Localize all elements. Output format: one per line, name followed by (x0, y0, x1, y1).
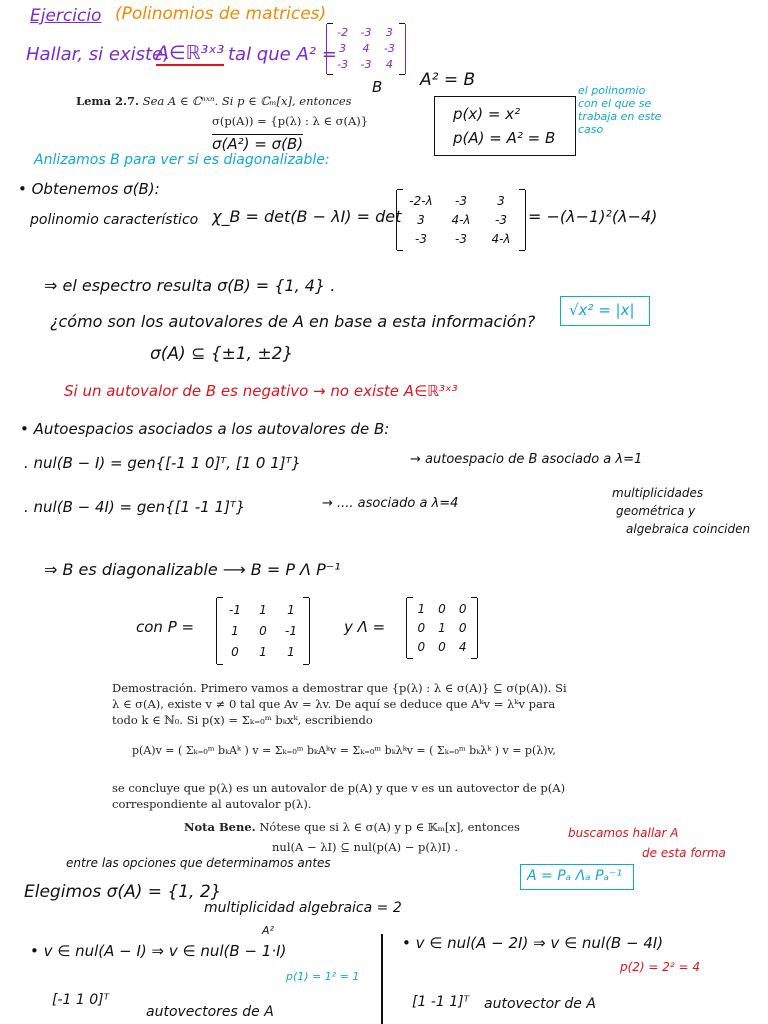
poly-box (434, 96, 576, 156)
espectro-text: ⇒ el espectro resulta σ(B) = {1, 4} . (44, 276, 336, 295)
mP-cell: 0 (231, 645, 239, 659)
autoespacios-text: • Autoespacios asociados a los autovalores de B: (20, 420, 390, 438)
pregunta-text: ¿cómo son los autovalores de A en base a esta información? (50, 312, 536, 331)
mC-cell: 3 (497, 194, 505, 208)
nul4-text: . nul(B − 4I) = gen{[1 -1 1]ᵀ} (24, 498, 246, 516)
tal-que-text: tal que A² = (228, 44, 337, 65)
mB-cell: 3 (385, 26, 393, 39)
b-label: B (372, 78, 383, 96)
demostracion-concl: se concluye que p(λ) es un autovalor de p(A) y que v es un autovector de p(A) correspondiente al autovalor p(λ). (112, 781, 566, 811)
char-poly-rhs: = −(λ−1)²(λ−4) (528, 207, 658, 226)
a2-label: A² (262, 924, 274, 937)
char-matrix (396, 190, 526, 250)
matrix-lambda (406, 598, 478, 658)
mC-cell: 4-λ (451, 213, 471, 227)
buscamos-box: A = Pₐ Λₐ Pₐ⁻¹ (520, 864, 634, 890)
mB-cell: -3 (360, 26, 372, 39)
bottom-right: • v ∈ nul(A − 2I) ⇒ v ∈ nul(B − 4I) (402, 934, 664, 952)
topic-title: (Polinomios de matrices) (115, 4, 327, 24)
poly-line2: p(A) = A² = B (453, 129, 556, 147)
mB-cell: 4 (385, 58, 393, 71)
sigma-a-text: σ(A) ⊆ {±1, ±2} (150, 344, 294, 364)
bottom-left: • v ∈ nul(A − I) ⇒ v ∈ nul(B − 1·I) (30, 942, 287, 960)
nota-block: Nota Bene. Nótese que si λ ∈ σ(A) y p ∈ 𝕂ₘ[x], entonces (184, 820, 520, 834)
mC-cell: -3 (495, 213, 507, 227)
matrix-p (216, 598, 310, 664)
elegimos-mult: multiplicidad algebraica = 2 (204, 900, 402, 916)
mB-cell: -3 (383, 42, 395, 55)
mP-cell: 1 (259, 645, 267, 659)
lema-handwritten: σ(A²) = σ(B) (212, 135, 304, 153)
char-poly-lhs: χ_B = det(B − λI) = det (212, 207, 402, 226)
mL-cell: 4 (458, 640, 467, 654)
vec1: [-1 1 0]ᵀ (52, 992, 109, 1008)
lema-statement: Sea A ∈ ℂⁿˣⁿ. Si p ∈ ℂₘ[x], entonces (142, 94, 352, 108)
hallar-text: Hallar, si existe, (26, 44, 169, 65)
mP-cell: 0 (259, 624, 267, 638)
demostracion-block: Demostración. Primero vamos a demostrar que {p(λ) : λ ∈ σ(A)} ⊆ σ(p(A)). Si λ ∈ σ(A), existe v ≠ 0 tal que Av = λv. De aquí se deduce que Aᵏv = λᵏv para todo k ∈ ℕ₀. Si p(x) = Σₖ₌₀ᵐ bₖxᵏ, escribiendo (112, 681, 567, 727)
lema-formula: σ(p(A)) = {p(λ) : λ ∈ σ(A)} (212, 114, 369, 128)
mL-cell: 0 (417, 640, 426, 654)
mB-cell: -2 (337, 26, 349, 39)
lema-block (76, 94, 352, 108)
mC-cell: -2-λ (409, 194, 433, 208)
column-divider (381, 934, 383, 1024)
vec2: [1 -1 1]ᵀ (412, 994, 469, 1010)
mP-cell: 1 (287, 603, 295, 617)
mB-cell: 3 (339, 42, 347, 55)
elegimos-note: entre las opciones que determinamos antes (66, 856, 331, 870)
buscamos-note1: buscamos hallar A (568, 826, 679, 840)
mL-cell: 0 (458, 602, 467, 616)
nul1-note: → autoespacio de B asociado a λ=1 (410, 452, 643, 467)
mC-cell: 4-λ (491, 232, 511, 246)
ejercicio-title: Ejercicio (30, 6, 102, 26)
con-p-label: con P = (136, 618, 195, 636)
nul4-note: → .... asociado a λ=4 (322, 496, 459, 511)
nul1-text: . nul(B − I) = gen{[-1 1 0]ᵀ, [1 0 1]ᵀ} (24, 454, 301, 472)
mL-cell: 0 (438, 602, 446, 616)
autovec-left: autovectores de A (146, 1004, 274, 1020)
matrix-b (326, 24, 406, 74)
mC-cell: -3 (455, 194, 467, 208)
mC-cell: -3 (455, 232, 467, 246)
sqrt-box (560, 296, 650, 326)
lema-title: Lema 2.7. (76, 94, 140, 108)
mP-cell: -1 (229, 603, 241, 617)
poly-note: el polinomio con el que se trabaja en este caso (578, 84, 662, 136)
mC-cell: 3 (417, 213, 425, 227)
mL-cell: 0 (458, 621, 467, 635)
nota-formula: nul(A − λI) ⊆ nul(p(A) − p(λ)I) . (272, 840, 459, 854)
set-text: A∈ℝ³ˣ³ (156, 42, 225, 64)
negativo-text: Si un autovalor de B es negativo → no existe A∈ℝ³ˣ³ (64, 382, 458, 400)
demostracion-eq: p(A)v = ( Σₖ₌₀ᵐ bₖAᵏ ) v = Σₖ₌₀ᵐ bₖAᵏv = Σₖ₌₀ᵐ bₖλᵏv = ( Σₖ₌₀ᵐ bₖλᵏ ) v = p(λ)v, (132, 744, 556, 757)
p1-note: p(1) = 1² = 1 (286, 970, 360, 983)
mC-cell: -3 (415, 232, 427, 246)
mP-cell: 1 (287, 645, 295, 659)
mL-cell: 0 (438, 640, 446, 654)
mP-cell: -1 (285, 624, 297, 638)
mB-cell: 4 (362, 42, 370, 55)
elegimos-line: Elegimos σ(A) = {1, 2} (24, 882, 222, 902)
a2-equals-b: A² = B (420, 70, 476, 90)
mP-cell: 1 (231, 624, 239, 638)
mP-cell: 1 (259, 603, 267, 617)
sqrt-text: √x² = |x| (569, 301, 635, 319)
buscamos-note2: de esta forma (642, 846, 726, 860)
autovec-right: autovector de A (484, 996, 596, 1012)
analisis-text: Anlizamos B para ver si es diagonalizable: (34, 152, 330, 168)
mL-cell: 0 (417, 621, 426, 635)
mL-cell: 1 (438, 621, 446, 635)
char-poly-label: polinomio característico (30, 212, 199, 228)
mult-note: multiplicidades geométrica y algebraica coinciden (612, 486, 751, 536)
diagonal-line: ⇒ B es diagonalizable ⟶ B = P Λ P⁻¹ (44, 560, 341, 579)
mB-cell: -3 (360, 58, 372, 71)
obtenemos-text: • Obtenemos σ(B): (18, 180, 160, 198)
y-lambda-label: y Λ = (344, 618, 386, 636)
mL-cell: 1 (417, 602, 426, 616)
p2-note: p(2) = 2² = 4 (620, 960, 701, 974)
mB-cell: -3 (337, 58, 349, 71)
poly-line1: p(x) = x² (453, 105, 521, 123)
